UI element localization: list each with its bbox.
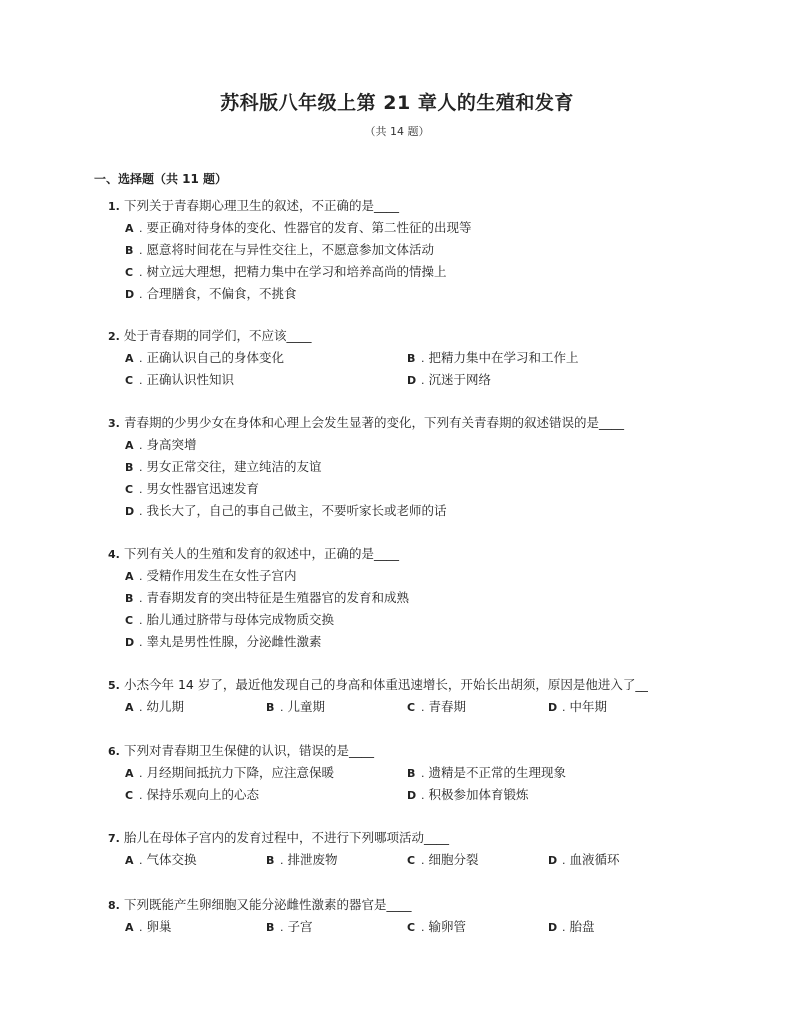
question-8	[108, 894, 718, 938]
option-letter: A	[125, 570, 134, 583]
question-text: 小杰今年 14 岁了，最近他发现自己的身高和体重迅速增长，开始长出胡须，原因是他进入了__	[124, 677, 648, 692]
option-letter: C	[407, 701, 416, 714]
option-a[interactable]: A . 卵巢	[125, 916, 266, 938]
question-number: 3.	[108, 417, 120, 430]
question-text: 下列既能产生卵细胞又能分泌雌性激素的器官是____	[124, 897, 412, 912]
option-letter: C	[125, 614, 134, 627]
option-b[interactable]: B . 青春期发育的突出特征是生殖器官的发育和成熟	[108, 587, 718, 609]
option-text: 正确认识自己的身体变化	[146, 350, 285, 365]
question-stem	[108, 325, 718, 347]
option-text: 子宫	[287, 919, 313, 934]
option-letter: A	[125, 921, 134, 934]
option-b[interactable]: B . 遗精是不正常的生理现象	[407, 762, 689, 784]
option-letter: A	[125, 439, 134, 452]
question-number: 5.	[108, 679, 120, 692]
option-d[interactable]: D . 胎盘	[548, 916, 689, 938]
option-a[interactable]: A . 要正确对待身体的变化、性器官的发育、第二性征的出现等	[108, 217, 718, 239]
option-d[interactable]: D . 沉迷于网络	[407, 369, 689, 391]
option-letter: C	[407, 854, 416, 867]
option-text: 细胞分裂	[428, 852, 479, 867]
question-text: 胎儿在母体子宫内的发育过程中，不进行下列哪项活动____	[124, 830, 450, 845]
option-text: 儿童期	[287, 699, 326, 714]
option-b[interactable]: B . 排泄废物	[266, 849, 407, 871]
option-text: 保持乐观向上的心态	[146, 787, 260, 802]
question-7	[108, 827, 718, 871]
option-letter: D	[548, 854, 558, 867]
question-number: 7.	[108, 832, 120, 845]
option-d[interactable]: D . 积极参加体育锻炼	[407, 784, 689, 806]
option-c[interactable]: C . 男女性器官迅速发育	[108, 478, 718, 500]
question-text: 青春期的少男少女在身体和心理上会发生显著的变化，下列有关青春期的叙述错误的是____	[124, 415, 625, 430]
option-d[interactable]: D . 合理膳食，不偏食，不挑食	[108, 283, 718, 305]
option-text: 积极参加体育锻炼	[428, 787, 529, 802]
option-grid	[108, 696, 718, 718]
option-letter: A	[125, 222, 134, 235]
option-text: 我长大了，自己的事自己做主，不要听家长或老师的话	[146, 503, 447, 518]
question-stem	[108, 894, 718, 916]
option-a[interactable]: A . 月经期间抵抗力下降，应注意保暖	[125, 762, 407, 784]
option-letter: C	[125, 374, 134, 387]
section-heading: 一、选择题（共 11 题）	[94, 172, 228, 186]
option-grid	[108, 762, 718, 806]
option-text: 受精作用发生在女性子宫内	[146, 568, 297, 583]
option-a[interactable]: A . 气体交换	[125, 849, 266, 871]
page-subtitle: （共 14 题）	[364, 125, 430, 138]
question-number: 2.	[108, 330, 120, 343]
question-stem	[108, 740, 718, 762]
option-text: 胎盘	[569, 919, 595, 934]
option-letter: A	[125, 352, 134, 365]
question-stem	[108, 674, 718, 696]
page-title: 苏科版八年级上第 21 章人的生殖和发育	[220, 92, 574, 114]
question-text: 下列对青春期卫生保健的认识，错误的是____	[124, 743, 375, 758]
option-letter: D	[125, 636, 135, 649]
option-text: 把精力集中在学习和工作上	[428, 350, 579, 365]
option-grid	[108, 916, 718, 938]
option-letter: B	[125, 461, 134, 474]
option-b[interactable]: B . 子宫	[266, 916, 407, 938]
question-1	[108, 195, 718, 305]
option-text: 青春期	[428, 699, 467, 714]
option-letter: D	[407, 374, 417, 387]
option-text: 树立远大理想，把精力集中在学习和培养高尚的情操上	[146, 264, 447, 279]
option-letter: C	[125, 483, 134, 496]
option-c[interactable]: C . 输卵管	[407, 916, 548, 938]
option-letter: D	[125, 505, 135, 518]
option-text: 幼儿期	[146, 699, 185, 714]
option-text: 中年期	[569, 699, 608, 714]
option-text: 男女性器官迅速发育	[146, 481, 260, 496]
option-b[interactable]: B . 愿意将时间花在与异性交往上，不愿意参加文体活动	[108, 239, 718, 261]
option-letter: B	[125, 244, 134, 257]
option-text: 正确认识性知识	[146, 372, 235, 387]
option-text: 男女正常交往，建立纯洁的友谊	[146, 459, 322, 474]
option-text: 胎儿通过脐带与母体完成物质交换	[146, 612, 335, 627]
question-text: 下列有关人的生殖和发育的叙述中，正确的是____	[124, 546, 400, 561]
option-grid	[108, 347, 718, 391]
option-letter: B	[407, 767, 416, 780]
option-text: 愿意将时间花在与异性交往上，不愿意参加文体活动	[146, 242, 435, 257]
option-letter: D	[548, 921, 558, 934]
option-text: 青春期发育的突出特征是生殖器官的发育和成熟	[146, 590, 410, 605]
option-list	[108, 565, 718, 653]
option-letter: C	[125, 789, 134, 802]
question-3	[108, 412, 718, 522]
question-number: 8.	[108, 899, 120, 912]
option-letter: D	[548, 701, 558, 714]
option-letter: A	[125, 854, 134, 867]
option-letter: A	[125, 767, 134, 780]
option-letter: B	[266, 921, 275, 934]
option-text: 沉迷于网络	[428, 372, 492, 387]
option-text: 要正确对待身体的变化、性器官的发育、第二性征的出现等	[146, 220, 472, 235]
option-a[interactable]: A . 受精作用发生在女性子宫内	[108, 565, 718, 587]
option-text: 输卵管	[428, 919, 467, 934]
option-letter: A	[125, 701, 134, 714]
option-a[interactable]: A . 正确认识自己的身体变化	[125, 347, 407, 369]
option-a[interactable]: A . 幼儿期	[125, 696, 266, 718]
question-stem	[108, 543, 718, 565]
option-list	[108, 217, 718, 305]
option-text: 月经期间抵抗力下降，应注意保暖	[146, 765, 335, 780]
option-c[interactable]: C . 细胞分裂	[407, 849, 548, 871]
option-text: 排泄废物	[287, 852, 338, 867]
question-text: 处于青春期的同学们，不应该____	[124, 328, 312, 343]
option-letter: B	[266, 701, 275, 714]
option-list	[108, 434, 718, 522]
option-letter: D	[125, 288, 135, 301]
question-2	[108, 325, 718, 391]
question-number: 1.	[108, 200, 120, 213]
question-5	[108, 674, 718, 718]
question-stem	[108, 412, 718, 434]
option-c[interactable]: C . 树立远大理想，把精力集中在学习和培养高尚的情操上	[108, 261, 718, 283]
question-stem	[108, 195, 718, 217]
option-text: 卵巢	[146, 919, 172, 934]
option-text: 气体交换	[146, 852, 197, 867]
option-a[interactable]: A . 身高突增	[108, 434, 718, 456]
option-text: 睾丸是男性性腺，分泌雌性激素	[146, 634, 322, 649]
option-b[interactable]: B . 男女正常交往，建立纯洁的友谊	[108, 456, 718, 478]
option-d[interactable]: D . 睾丸是男性性腺，分泌雌性激素	[108, 631, 718, 653]
option-d[interactable]: D . 我长大了，自己的事自己做主，不要听家长或老师的话	[108, 500, 718, 522]
option-d[interactable]: D . 血液循环	[548, 849, 689, 871]
option-letter: B	[266, 854, 275, 867]
option-c[interactable]: C . 青春期	[407, 696, 548, 718]
option-letter: D	[407, 789, 417, 802]
question-number: 4.	[108, 548, 120, 561]
option-grid	[108, 849, 718, 871]
option-b[interactable]: B . 儿童期	[266, 696, 407, 718]
question-stem	[108, 827, 718, 849]
option-c[interactable]: C . 保持乐观向上的心态	[125, 784, 407, 806]
option-letter: B	[125, 592, 134, 605]
option-letter: C	[407, 921, 416, 934]
question-6	[108, 740, 718, 806]
option-c[interactable]: C . 胎儿通过脐带与母体完成物质交换	[108, 609, 718, 631]
option-b[interactable]: B . 把精力集中在学习和工作上	[407, 347, 689, 369]
option-text: 身高突增	[146, 437, 197, 452]
option-letter: C	[125, 266, 134, 279]
option-d[interactable]: D . 中年期	[548, 696, 689, 718]
option-text: 血液循环	[569, 852, 620, 867]
option-c[interactable]: C . 正确认识性知识	[125, 369, 407, 391]
question-number: 6.	[108, 745, 120, 758]
question-4	[108, 543, 718, 653]
question-text: 下列关于青春期心理卫生的叙述，不正确的是____	[124, 198, 400, 213]
option-letter: B	[407, 352, 416, 365]
option-text: 遗精是不正常的生理现象	[428, 765, 567, 780]
option-text: 合理膳食，不偏食，不挑食	[146, 286, 297, 301]
